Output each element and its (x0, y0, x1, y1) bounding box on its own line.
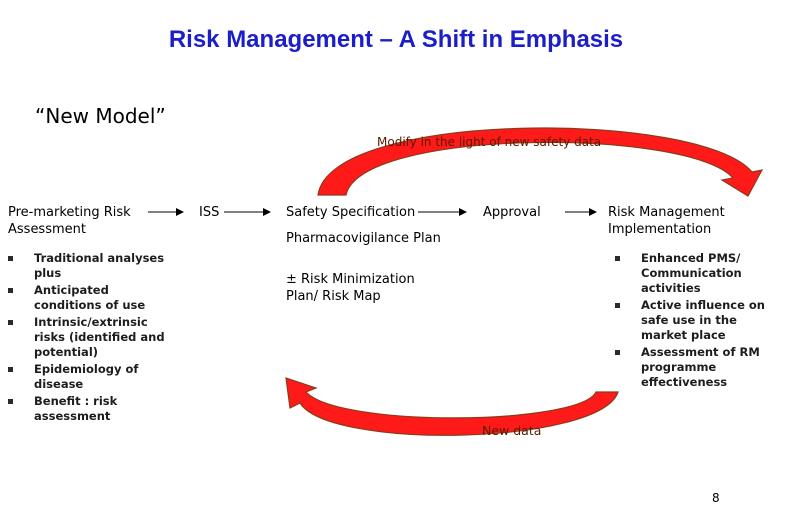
list-item: Anticipated conditions of use (8, 283, 173, 313)
bullet-square-icon (8, 256, 13, 261)
list-item: Epidemiology of disease (8, 362, 173, 392)
top-arrow-label: Modify in the light of new safety data (377, 135, 602, 149)
bottom-arrow-label: New data (482, 423, 542, 438)
bullet-square-icon (8, 320, 13, 325)
list-item: Active influence on safe use in the market place (615, 298, 775, 343)
stage-approval: Approval (483, 205, 541, 220)
bullet-square-icon (8, 367, 13, 372)
slide-title: Risk Management – A Shift in Emphasis (168, 26, 624, 53)
slide-subtitle: “New Model” (35, 104, 166, 128)
bullet-square-icon (8, 399, 13, 404)
bullet-square-icon (8, 288, 13, 293)
stage-risk-management-implementation: Risk Management Implementation (608, 205, 725, 237)
stage-safety-specification: Safety Specification (286, 205, 416, 220)
stage-iss: ISS (199, 205, 220, 220)
list-item: Enhanced PMS/ Communication activities (615, 251, 775, 296)
list-item: Intrinsic/extrinsic risks (identified and potential) (8, 315, 173, 360)
stage-risk-minimization-plan: ± Risk Minimization Plan/ Risk Map (286, 272, 415, 304)
stage-pre-marketing: Pre-marketing Risk Assessment (8, 205, 131, 237)
stage-pharmacovigilance-plan: Pharmacovigilance Plan (286, 231, 441, 246)
bullet-square-icon (615, 303, 620, 308)
bullet-square-icon (615, 350, 620, 355)
list-item: Benefit : risk assessment (8, 394, 173, 424)
list-item: Traditional analyses plus (8, 251, 173, 281)
bullet-square-icon (615, 256, 620, 261)
pre-marketing-bullet-list (8, 251, 173, 426)
bottom-feedback-arrow (286, 378, 618, 435)
implementation-bullet-list (615, 251, 775, 392)
page-number: 8 (712, 491, 720, 505)
list-item: Assessment of RM programme effectiveness (615, 345, 775, 390)
